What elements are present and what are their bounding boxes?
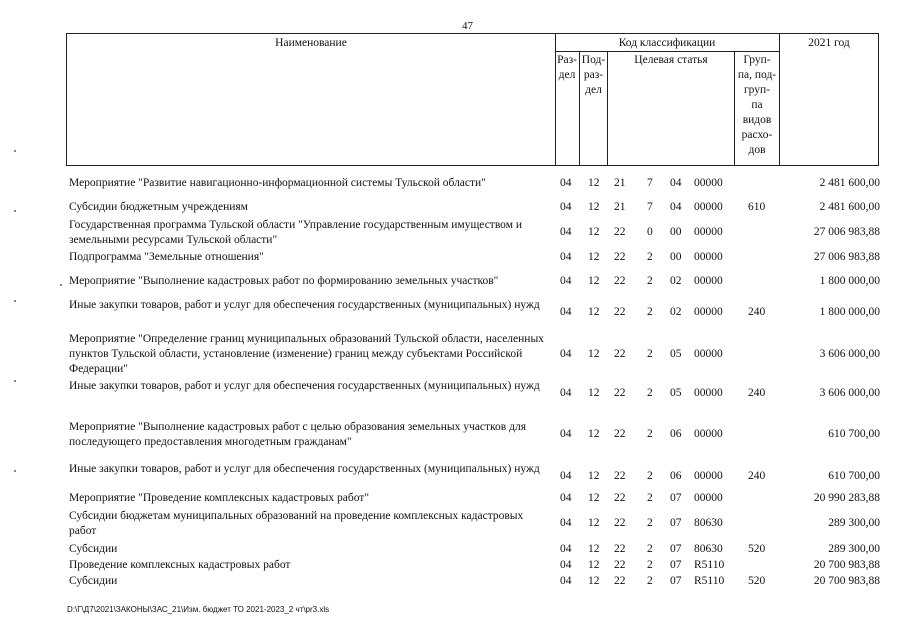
row-name: Мероприятие "Определение границ муниципальных образований Тульской области, населенных пунктов Тульской области, установление (изменение) границ между субъектами Российской Федерации" xyxy=(69,333,544,375)
scan-speck xyxy=(14,210,16,212)
scan-speck xyxy=(14,380,16,382)
page-number: 47 xyxy=(462,20,473,32)
header-target: Целевая статья xyxy=(634,54,708,66)
row-code-t1: 22 xyxy=(614,558,626,571)
row-name: Субсидии бюджетам муниципальных образований на проведение комплексных кадастровых работ xyxy=(69,510,524,537)
row-code-t4: 00000 xyxy=(694,491,723,504)
row-code-t3: 07 xyxy=(670,542,682,555)
row-code-t2: 2 xyxy=(647,517,653,529)
row-code-t1: 22 xyxy=(614,428,626,440)
table-row xyxy=(0,509,905,539)
row-code-t4: R5110 xyxy=(694,558,725,571)
table-row xyxy=(0,250,905,265)
row-code-r: 04 xyxy=(560,558,572,571)
row-code-t1: 22 xyxy=(614,542,626,555)
header-divider xyxy=(779,34,780,165)
row-code-t1: 22 xyxy=(614,470,626,482)
row-code-t3: 02 xyxy=(670,306,682,318)
row-code-pr: 12 xyxy=(588,574,600,587)
row-code-t4: 00000 xyxy=(694,176,723,189)
header-year: 2021 год xyxy=(808,37,850,49)
row-code-t2: 2 xyxy=(647,542,653,555)
row-code-t1: 22 xyxy=(614,347,626,360)
row-code-t4: 80630 xyxy=(694,542,723,555)
table-row xyxy=(0,176,905,191)
table-row xyxy=(0,491,905,506)
row-code-r: 04 xyxy=(560,200,572,213)
row-code-t4: 00000 xyxy=(694,306,723,318)
row-code-t1: 22 xyxy=(614,491,626,504)
row-code-r: 04 xyxy=(560,274,572,287)
row-code-t1: 22 xyxy=(614,517,626,529)
row-name: Иные закупки товаров, работ и услуг для обеспечения государственных (муниципальных) нужд xyxy=(69,463,540,475)
scan-speck xyxy=(60,284,62,286)
file-path: D:\Г\Д7\2021\ЗАКОНЫ\ЗАС_21\Изм. бюджет ТО 2021-2023_2 чт\pr3.xls xyxy=(67,605,330,614)
row-amount: 289 300,00 xyxy=(828,517,880,529)
row-code-t4: 00000 xyxy=(694,387,723,399)
row-code-pr: 12 xyxy=(588,200,600,213)
row-code-r: 04 xyxy=(560,387,572,399)
row-amount: 20 990 283,88 xyxy=(813,491,880,504)
table-row xyxy=(0,379,905,409)
row-name: Государственная программа Тульской области "Управление государственным имуществом и земельными ресурсами Тульской области" xyxy=(69,219,523,246)
row-name: Субсидии xyxy=(69,543,118,555)
row-name: Субсидии xyxy=(69,575,118,587)
row-amount: 20 700 983,88 xyxy=(813,558,880,571)
row-code-t3: 06 xyxy=(670,428,682,440)
row-name: Мероприятие "Развитие навигационно-информационной системы Тульской области" xyxy=(69,177,486,189)
table-row xyxy=(0,332,905,377)
row-code-t4: 00000 xyxy=(694,347,723,360)
row-code-pr: 12 xyxy=(588,491,600,504)
row-name: Мероприятие "Выполнение кадастровых работ с целью образования земельных участков для последующего предоставления многодетным гражданам" xyxy=(69,421,526,448)
row-code-t2: 2 xyxy=(647,274,653,287)
scan-speck xyxy=(14,150,16,152)
row-code-t1: 22 xyxy=(614,274,626,287)
row-code-t2: 7 xyxy=(647,176,653,189)
row-code-pr: 12 xyxy=(588,470,600,482)
row-amount: 2 481 600,00 xyxy=(819,176,880,189)
row-code-t2: 2 xyxy=(647,387,653,399)
row-code-vr: 610 xyxy=(748,200,766,213)
row-code-t3: 07 xyxy=(670,558,682,571)
row-code-pr: 12 xyxy=(588,274,600,287)
row-code-t2: 7 xyxy=(647,200,653,213)
row-code-pr: 12 xyxy=(588,428,600,440)
row-code-t3: 00 xyxy=(670,250,682,263)
row-code-t4: 00000 xyxy=(694,470,723,482)
row-code-pr: 12 xyxy=(588,226,600,238)
row-code-r: 04 xyxy=(560,542,572,555)
row-code-t2: 2 xyxy=(647,306,653,318)
row-code-vr: 240 xyxy=(748,306,766,318)
row-name: Подпрограмма "Земельные отношения" xyxy=(69,251,264,263)
row-code-pr: 12 xyxy=(588,387,600,399)
row-code-vr: 240 xyxy=(748,387,766,399)
row-code-t4: R5110 xyxy=(694,574,725,587)
row-amount: 3 606 000,00 xyxy=(819,347,880,360)
row-code-t3: 04 xyxy=(670,176,682,189)
table-row xyxy=(0,274,905,289)
row-code-t1: 22 xyxy=(614,387,626,399)
row-code-r: 04 xyxy=(560,250,572,263)
row-code-r: 04 xyxy=(560,470,572,482)
row-code-r: 04 xyxy=(560,306,572,318)
row-code-t3: 00 xyxy=(670,226,682,238)
header-name: Наименование xyxy=(275,37,347,49)
row-code-t4: 00000 xyxy=(694,200,723,213)
row-code-t2: 2 xyxy=(647,428,653,440)
header-code: Код классификации xyxy=(618,37,716,49)
row-code-r: 04 xyxy=(560,574,572,587)
row-code-t2: 0 xyxy=(647,226,653,238)
row-code-pr: 12 xyxy=(588,306,600,318)
table-row xyxy=(0,218,905,248)
table-header xyxy=(66,33,879,166)
row-code-t4: 00000 xyxy=(694,428,723,440)
row-name: Мероприятие "Проведение комплексных кадастровых работ" xyxy=(69,492,370,504)
table-row xyxy=(0,298,905,328)
header-group: Груп- па, под- груп- па видов расхо- дов xyxy=(737,54,777,156)
row-code-t2: 2 xyxy=(647,574,653,587)
row-code-pr: 12 xyxy=(588,176,600,189)
row-code-vr: 240 xyxy=(748,470,766,482)
row-code-t3: 02 xyxy=(670,274,682,287)
row-code-t2: 2 xyxy=(647,491,653,504)
row-code-r: 04 xyxy=(560,226,572,238)
row-code-t3: 05 xyxy=(670,387,682,399)
header-razdel: Раз- дел xyxy=(557,54,577,81)
row-name: Проведение комплексных кадастровых работ xyxy=(69,559,291,571)
row-amount: 27 006 983,88 xyxy=(813,226,880,238)
row-code-pr: 12 xyxy=(588,250,600,263)
scan-speck xyxy=(14,470,16,472)
row-name: Иные закупки товаров, работ и услуг для обеспечения государственных (муниципальных) нужд xyxy=(69,299,540,311)
row-code-t1: 22 xyxy=(614,306,626,318)
header-divider xyxy=(607,51,608,165)
row-amount: 20 700 983,88 xyxy=(813,574,880,587)
row-code-r: 04 xyxy=(560,517,572,529)
row-name: Иные закупки товаров, работ и услуг для обеспечения государственных (муниципальных) нужд xyxy=(69,380,540,392)
row-code-t3: 07 xyxy=(670,491,682,504)
row-amount: 2 481 600,00 xyxy=(819,200,880,213)
row-code-pr: 12 xyxy=(588,558,600,571)
row-code-t3: 04 xyxy=(670,200,682,213)
row-code-t1: 21 xyxy=(614,200,626,213)
row-amount: 289 300,00 xyxy=(828,542,880,555)
row-code-t1: 21 xyxy=(614,176,626,189)
row-amount: 3 606 000,00 xyxy=(819,387,880,399)
row-code-pr: 12 xyxy=(588,542,600,555)
table-row xyxy=(0,574,905,589)
row-code-t2: 2 xyxy=(647,250,653,263)
row-code-t2: 2 xyxy=(647,347,653,360)
scan-speck xyxy=(14,300,16,302)
table-row xyxy=(0,420,905,450)
row-code-t1: 22 xyxy=(614,574,626,587)
row-code-r: 04 xyxy=(560,176,572,189)
table-row xyxy=(0,558,905,573)
row-code-t2: 2 xyxy=(647,558,653,571)
row-code-vr: 520 xyxy=(748,542,766,555)
row-code-r: 04 xyxy=(560,428,572,440)
row-code-r: 04 xyxy=(560,347,572,360)
row-code-t3: 05 xyxy=(670,347,682,360)
header-divider xyxy=(555,51,779,52)
row-code-r: 04 xyxy=(560,491,572,504)
row-code-pr: 12 xyxy=(588,347,600,360)
row-amount: 27 006 983,88 xyxy=(813,250,880,263)
table-row xyxy=(0,462,905,492)
row-name: Мероприятие "Выполнение кадастровых работ по формированию земельных участков" xyxy=(69,275,499,287)
row-amount: 610 700,00 xyxy=(828,428,880,440)
row-code-pr: 12 xyxy=(588,517,600,529)
row-code-t4: 80630 xyxy=(694,517,723,529)
row-code-vr: 520 xyxy=(748,574,766,587)
row-code-t4: 00000 xyxy=(694,226,723,238)
row-code-t4: 00000 xyxy=(694,274,723,287)
table-row xyxy=(0,200,905,215)
row-code-t4: 00000 xyxy=(694,250,723,263)
row-code-t1: 22 xyxy=(614,250,626,263)
row-code-t3: 07 xyxy=(670,574,682,587)
row-amount: 1 800 000,00 xyxy=(819,306,880,318)
row-amount: 1 800 000,00 xyxy=(819,274,880,287)
row-amount: 610 700,00 xyxy=(828,470,880,482)
row-code-t1: 22 xyxy=(614,226,626,238)
row-code-t3: 07 xyxy=(670,517,682,529)
header-podrazdel: Под- раз- дел xyxy=(581,54,606,96)
row-code-t3: 06 xyxy=(670,470,682,482)
row-code-t2: 2 xyxy=(647,470,653,482)
table-row xyxy=(0,542,905,557)
row-name: Субсидии бюджетным учреждениям xyxy=(69,201,248,213)
